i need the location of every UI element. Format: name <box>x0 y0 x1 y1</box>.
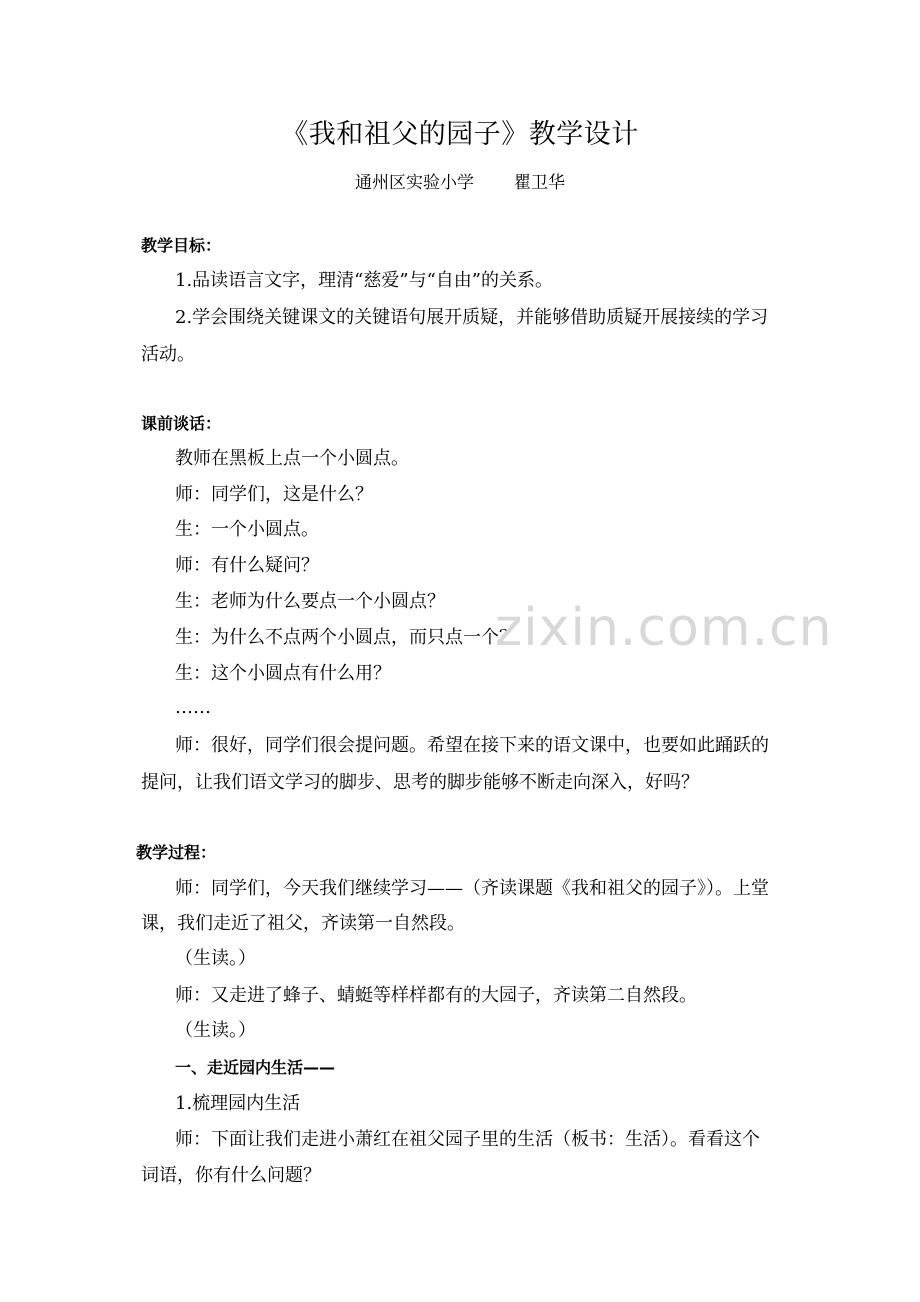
process-sub-heading: 一、走近园内生活—— <box>175 1058 336 1077</box>
watermark: zixin.com.cn <box>495 598 833 658</box>
process-heading: 教学过程： <box>136 843 217 862</box>
goal-item-2-line-1: 2.学会围绕关键课文的关键语句展开质疑，并能够借助质疑开展接续的学习 <box>175 307 769 328</box>
school-name: 通州区实验小学 <box>355 173 474 193</box>
goals-heading: 教学目标： <box>141 236 222 255</box>
pre-talk-line: 生：老师为什么要点一个小圆点？ <box>175 591 445 612</box>
pre-talk-heading: 课前谈话： <box>141 414 222 433</box>
process-paragraph-5-line-1: 师：下面让我们走进小萧红在祖父园子里的生活（板书：生活）。看看这个 <box>175 1129 760 1150</box>
process-paragraph-1-line-2: 课，我们走近了祖父，齐读第一自然段。 <box>141 913 465 934</box>
process-paragraph-5-line-2: 词语，你有什么问题？ <box>141 1165 321 1186</box>
pre-talk-line: 生：这个小圆点有什么用？ <box>175 663 391 684</box>
pre-talk-line: 师：有什么疑问？ <box>175 555 319 576</box>
byline <box>0 168 920 193</box>
pre-talk-closing-line-2: 提问，让我们语文学习的脚步、思考的脚步能够不断走向深入，好吗？ <box>141 772 699 793</box>
author-name: 瞿卫华 <box>514 173 565 193</box>
pre-talk-line: 生：为什么不点两个小圆点，而只点一个？ <box>175 627 517 648</box>
pre-talk-line: 教师在黑板上点一个小圆点。 <box>175 448 409 469</box>
process-paragraph-3: 师：又走进了蜂子、蜻蜓等样样都有的大园子，齐读第二自然段。 <box>175 985 697 1006</box>
pre-talk-ellipsis: …… <box>175 697 211 718</box>
goal-item-1: 1.品读语言文字，理清“慈爱”与“自由”的关系。 <box>175 270 553 291</box>
process-paragraph-4: （生读。） <box>175 1020 256 1041</box>
pre-talk-line: 师：同学们，这是什么？ <box>175 484 373 505</box>
goal-item-2-line-2: 活动。 <box>141 344 195 365</box>
pre-talk-line: 生：一个小圆点。 <box>175 519 319 540</box>
process-paragraph-2: （生读。） <box>175 948 256 969</box>
process-sub-item: 1.梳理园内生活 <box>175 1093 301 1114</box>
process-paragraph-1-line-1: 师：同学们，今天我们继续学习——（齐读课题《我和祖父的园子》）。上堂 <box>175 878 769 899</box>
document-title: 《我和祖父的园子》教学设计 <box>281 119 639 150</box>
pre-talk-closing-line-1: 师：很好，同学们很会提问题。希望在接下来的语文课中，也要如此踊跃的 <box>175 735 769 756</box>
